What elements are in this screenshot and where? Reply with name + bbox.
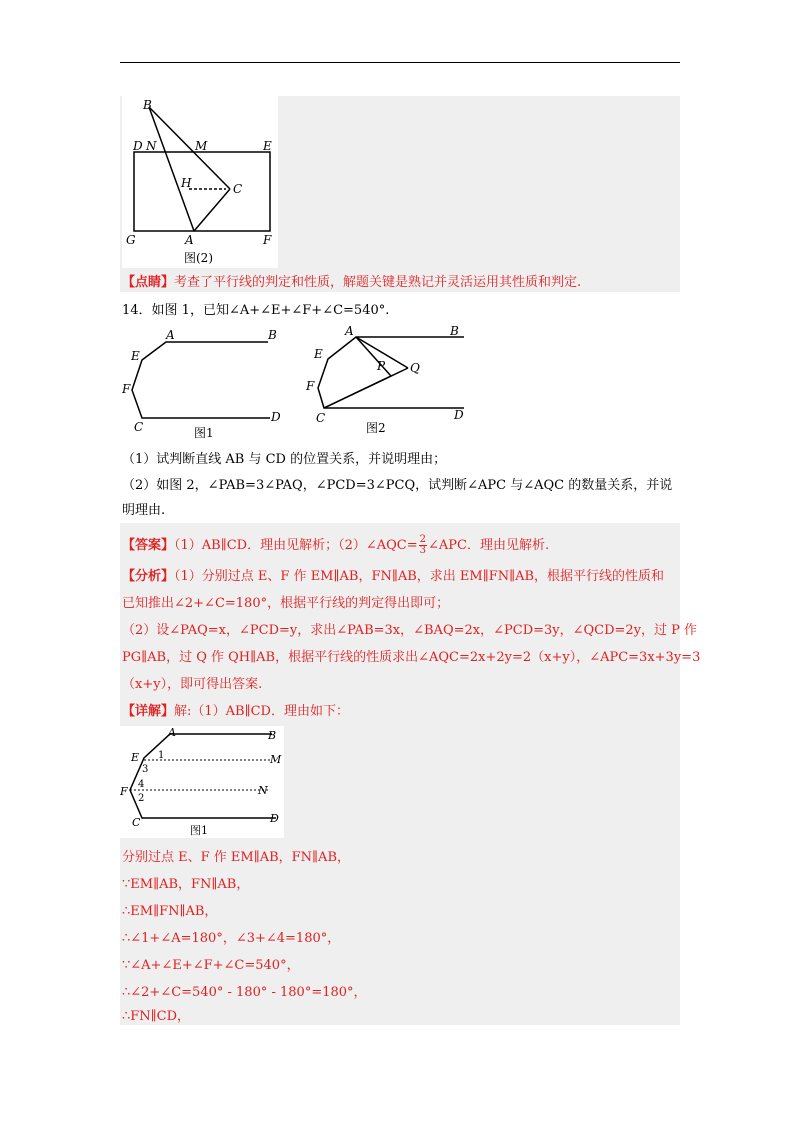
label-E: E <box>263 139 272 153</box>
figure-rectangle-triangle <box>122 96 278 268</box>
detail-step-5: ∵∠A+∠E+∠F+∠C=540°， <box>122 958 300 973</box>
analysis-text-1: （1）分别过点 E、F 作 EM∥AB，FN∥AB，求出 EM∥FN∥AB，根据平行线的性质和 <box>174 569 665 584</box>
label-M: M <box>195 139 208 153</box>
analysis-line-2: 已知推出∠2+∠C=180°，根据平行线的判定得出即可； <box>122 596 450 611</box>
fig1-label-B: B <box>268 328 277 342</box>
detail-step-1: 分别过点 E、F 作 EM∥AB，FN∥AB， <box>122 850 350 865</box>
analysis-line-4: PG∥AB，过 Q 作 QH∥AB，根据平行线的性质求出∠AQC=2x+2y=2（x+y），∠APC=3x+3y=3 <box>122 650 701 665</box>
fig2-label-E: E <box>314 347 323 361</box>
detail-angle-4: 4 <box>138 779 145 790</box>
header-rule <box>120 62 680 63</box>
detail-fig-caption: 图1 <box>190 824 208 837</box>
figure-caption: 图(2) <box>184 251 213 265</box>
fig1-label-C: C <box>134 420 144 434</box>
question-part1: （1）试判断直线 AB 与 CD 的位置关系，并说明理由； <box>122 452 447 467</box>
detail-line <box>122 703 349 721</box>
label-H: H <box>181 176 192 190</box>
dianjing-tag: 【点睛】 <box>122 275 175 290</box>
fig2-label-B: B <box>450 324 459 338</box>
detail-step-7: ∴FN∥CD， <box>122 1009 191 1024</box>
figure-2 <box>296 322 472 442</box>
dianjing-text: 考查了平行线的判定和性质，解题关键是熟记并灵活运用其性质和判定. <box>174 275 582 290</box>
fig1-label-A: A <box>166 328 175 342</box>
label-F: F <box>263 233 272 247</box>
detail-label-M: M <box>270 753 282 766</box>
fig2-label-C: C <box>316 411 326 425</box>
question-part2-line2: 明理由. <box>122 503 166 518</box>
label-G: G <box>126 233 136 247</box>
detail-step-3: ∴EM∥FN∥AB， <box>122 904 218 919</box>
detail-label-F: F <box>120 785 128 798</box>
question-stem <box>122 302 389 320</box>
label-D: D <box>133 139 143 153</box>
fig1-label-D: D <box>271 410 281 424</box>
label-B: B <box>143 98 152 112</box>
detail-figure <box>120 726 284 838</box>
label-N: N <box>146 139 157 153</box>
analysis-line-1 <box>122 568 664 586</box>
fig2-label-F: F <box>306 379 315 393</box>
detail-step-4: ∴∠1+∠A=180°，∠3+∠4=180°， <box>122 931 341 946</box>
analysis-tag: 【分析】 <box>122 569 175 584</box>
answer-after: ∠APC．理由见解析. <box>428 538 550 553</box>
fraction-denominator: 3 <box>419 545 427 556</box>
analysis-line-5: （x+y），即可得出答案. <box>122 677 263 692</box>
detail-angle-1: 1 <box>158 750 165 761</box>
figure-1 <box>122 322 292 442</box>
answer-tag: 【答案】 <box>122 538 175 553</box>
detail-label-A: A <box>168 726 176 739</box>
detail-tag: 【详解】 <box>122 704 175 719</box>
fig1-label-F: F <box>122 382 131 396</box>
question-stem-text: 如图 1，已知∠A+∠E+∠F+∠C=540°. <box>151 303 390 318</box>
fig2-label-P: P <box>377 359 386 373</box>
detail-label-E: E <box>131 751 140 764</box>
detail-angle-3: 3 <box>142 764 149 775</box>
fig1-label-E: E <box>131 349 140 363</box>
detail-label-D: D <box>270 812 279 825</box>
fig2-label-Q: Q <box>410 361 420 375</box>
answer-line <box>122 535 549 556</box>
analysis-line-3: （2）设∠PAQ=x，∠PCD=y，求出∠PAB=3x，∠BAQ=2x，∠PCD=3y，∠QCD=2y，过 P 作 <box>122 623 698 638</box>
question-number: 14． <box>122 303 152 318</box>
fig2-label-D: D <box>454 408 464 422</box>
fig2-label-A: A <box>345 324 354 338</box>
detail-step-2: ∵EM∥AB，FN∥AB， <box>122 877 250 892</box>
answer-before: （1）AB∥CD．理由见解析；（2）∠AQC= <box>174 538 418 553</box>
detail-text: 解:（1）AB∥CD．理由如下： <box>174 704 349 719</box>
question-part2-line1: （2）如图 2，∠PAB=3∠PAQ，∠PCD=3∠PCQ，试判断∠APC 与∠AQC 的数量关系，并说 <box>122 478 673 493</box>
detail-label-B: B <box>268 729 277 742</box>
answer-fraction <box>419 535 427 556</box>
dianjing-line <box>122 274 581 292</box>
detail-angle-2: 2 <box>138 793 145 804</box>
fraction-numerator: 2 <box>419 534 427 545</box>
fig2-caption: 图2 <box>366 421 386 435</box>
label-A: A <box>185 233 194 247</box>
detail-label-C: C <box>132 816 141 829</box>
label-C: C <box>233 182 243 196</box>
detail-label-N: N <box>258 784 268 797</box>
detail-step-6: ∴∠2+∠C=540° - 180° - 180°=180°， <box>122 985 367 1000</box>
fig1-caption: 图1 <box>194 426 214 440</box>
